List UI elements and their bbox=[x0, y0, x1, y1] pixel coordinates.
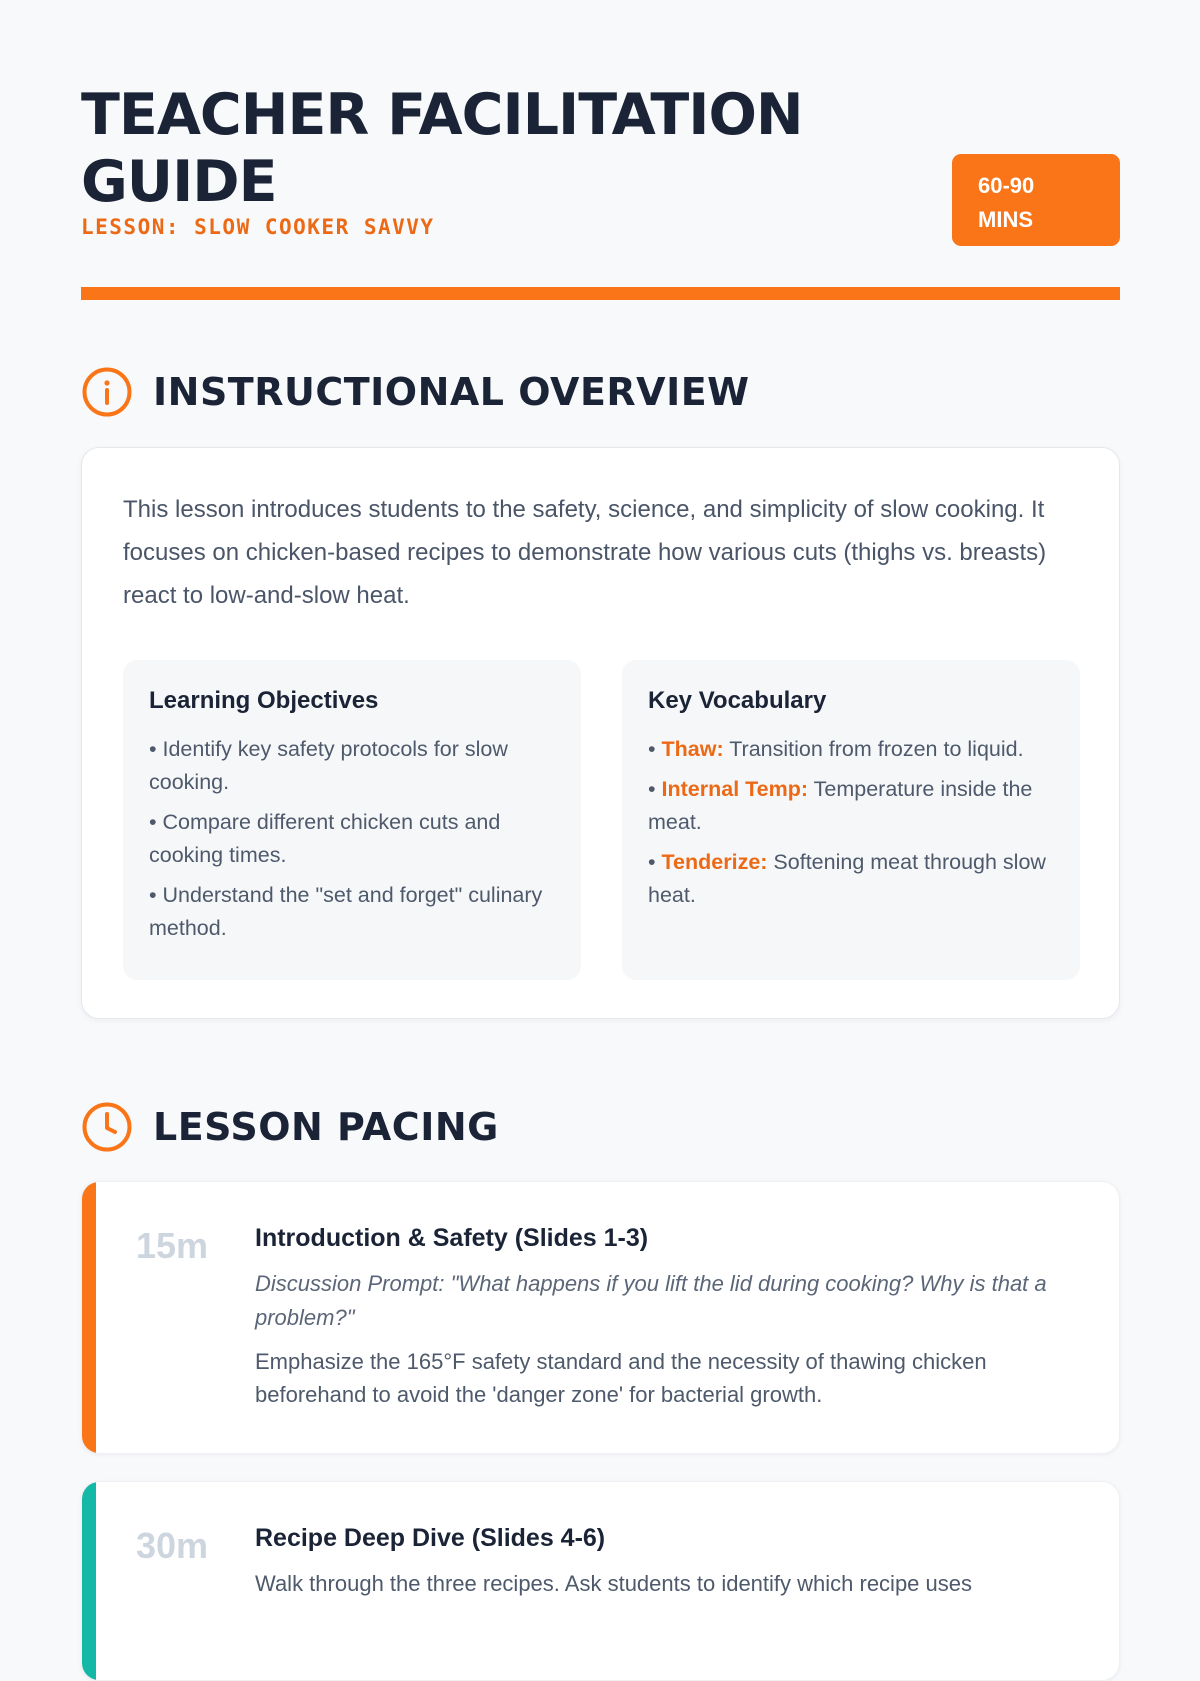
vocabulary-term: Thaw: bbox=[661, 737, 724, 761]
vocabulary-item bbox=[648, 846, 1054, 912]
page-title bbox=[81, 82, 901, 216]
title-line-1: TEACHER FACILITATION bbox=[81, 82, 803, 148]
segment-body bbox=[255, 1524, 1085, 1600]
segment-duration: 15m bbox=[136, 1225, 209, 1266]
key-vocabulary-panel bbox=[622, 660, 1080, 980]
pacing-segment bbox=[81, 1481, 1120, 1681]
lesson-subtitle: LESSON: SLOW COOKER SAVVY bbox=[81, 215, 435, 239]
header-divider bbox=[81, 287, 1120, 300]
learning-objectives-panel bbox=[123, 660, 581, 980]
vocabulary-definition: Softening meat through slow heat. bbox=[648, 850, 1046, 907]
segment-note: Walk through the three recipes. Ask students to identify which recipe uses bbox=[255, 1571, 972, 1596]
duration-badge bbox=[952, 154, 1120, 246]
objectives-list bbox=[149, 733, 555, 945]
overview-card bbox=[81, 447, 1120, 1019]
vocabulary-item bbox=[648, 773, 1054, 839]
pacing-title: LESSON PACING bbox=[153, 1105, 499, 1149]
objective-item: • Compare different chicken cuts and cooking times. bbox=[149, 810, 501, 867]
page-header bbox=[81, 0, 1120, 300]
bullet: • bbox=[648, 737, 662, 761]
title-line-2: GUIDE bbox=[81, 149, 277, 215]
segment-title: Recipe Deep Dive (Slides 4-6) bbox=[255, 1524, 606, 1552]
pacing-heading bbox=[81, 1101, 499, 1153]
bullet: • bbox=[648, 777, 662, 801]
facilitation-guide bbox=[81, 0, 1120, 1596]
objectives-title: Learning Objectives bbox=[149, 687, 379, 714]
duration-value: 60-90 bbox=[978, 173, 1035, 198]
vocabulary-list bbox=[648, 733, 1054, 912]
overview-intro: This lesson introduces students to the safety, science, and simplicity of slow cooking. It focuses on chicken-based recipes to demonstrate how various cuts (thighs vs. breasts) react to low-and-slow heat. bbox=[123, 496, 1047, 609]
overview-heading bbox=[81, 366, 750, 418]
segment-note: Emphasize the 165°F safety standard and the necessity of thawing chicken beforehand to avoid the 'danger zone' for bacterial growth. bbox=[255, 1349, 987, 1407]
segment-accent-bar bbox=[82, 1482, 96, 1680]
info-circle-icon bbox=[81, 366, 133, 418]
vocabulary-definition: Temperature inside the meat. bbox=[648, 777, 1033, 834]
vocabulary-term: Internal Temp: bbox=[661, 777, 809, 801]
discussion-prompt: Discussion Prompt: "What happens if you lift the lid during cooking? Why is that a problem?" bbox=[255, 1271, 1047, 1330]
clock-icon bbox=[81, 1101, 133, 1153]
vocabulary-title: Key Vocabulary bbox=[648, 687, 827, 714]
duration-unit: MINS bbox=[978, 207, 1033, 232]
overview-title: INSTRUCTIONAL OVERVIEW bbox=[153, 370, 750, 414]
vocabulary-term: Tenderize: bbox=[661, 850, 768, 874]
segment-duration: 30m bbox=[136, 1525, 209, 1566]
segment-title: Introduction & Safety (Slides 1-3) bbox=[255, 1224, 649, 1252]
objective-item: • Identify key safety protocols for slow cooking. bbox=[149, 737, 508, 794]
vocabulary-definition: Transition from frozen to liquid. bbox=[723, 737, 1024, 761]
segment-body bbox=[255, 1224, 1085, 1411]
objective-item: • Understand the "set and forget" culinary method. bbox=[149, 883, 543, 940]
segment-accent-bar bbox=[82, 1182, 96, 1453]
pacing-segment bbox=[81, 1181, 1120, 1454]
bullet: • bbox=[648, 850, 662, 874]
vocabulary-item bbox=[648, 733, 1054, 766]
